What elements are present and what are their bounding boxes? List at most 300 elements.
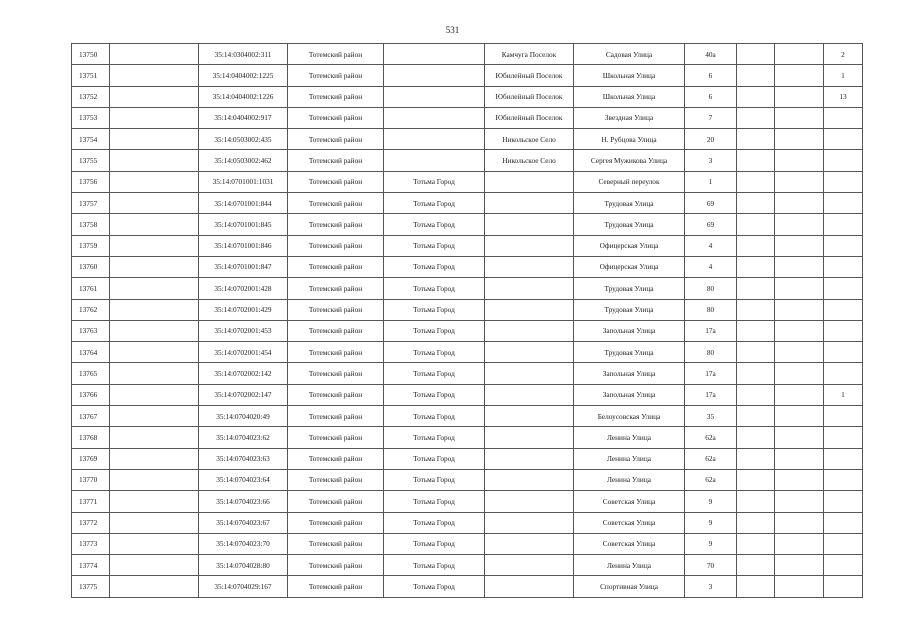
settlement-cell [485, 278, 574, 299]
city-cell: Тотьма Город [384, 235, 485, 256]
street-cell: Советская Улица [574, 512, 685, 533]
apartment-cell [775, 533, 824, 554]
street-cell: Н. Рубцова Улица [574, 129, 685, 150]
settlement-cell [485, 214, 574, 235]
table-row [72, 363, 863, 384]
blank-cell [110, 171, 199, 192]
table-row [72, 235, 863, 256]
cadastral-number-cell: 35:14:0701001:844 [199, 193, 288, 214]
settlement-cell [485, 235, 574, 256]
street-cell: Школьная Улица [574, 86, 685, 107]
house-number-cell: 9 [685, 512, 737, 533]
house-number-cell: 4 [685, 256, 737, 277]
city-cell: Тотьма Город [384, 299, 485, 320]
house-number-cell: 69 [685, 214, 737, 235]
room-count-cell: 1 [824, 65, 863, 86]
house-number-cell: 62а [685, 469, 737, 490]
city-cell: Тотьма Город [384, 384, 485, 405]
blank-cell [110, 299, 199, 320]
street-cell: Трудовая Улица [574, 278, 685, 299]
house-number-cell: 70 [685, 555, 737, 576]
district-cell: Тотемский район [288, 342, 384, 363]
district-cell: Тотемский район [288, 107, 384, 128]
settlement-cell [485, 576, 574, 597]
street-cell: Сергея Мужикова Улица [574, 150, 685, 171]
city-cell: Тотьма Город [384, 214, 485, 235]
street-cell: Школьная Улица [574, 65, 685, 86]
cadastral-number-cell: 35:14:0702001:453 [199, 320, 288, 341]
district-cell: Тотемский район [288, 256, 384, 277]
apartment-cell [775, 65, 824, 86]
apartment-cell [775, 235, 824, 256]
row-number-cell: 13775 [72, 576, 110, 597]
district-cell: Тотемский район [288, 491, 384, 512]
table-row [72, 555, 863, 576]
district-cell: Тотемский район [288, 214, 384, 235]
cadastral-number-cell: 35:14:0704023:67 [199, 512, 288, 533]
district-cell: Тотемский район [288, 129, 384, 150]
city-cell: Тотьма Город [384, 193, 485, 214]
city-cell [384, 86, 485, 107]
district-cell: Тотемский район [288, 427, 384, 448]
house-number-cell: 40а [685, 44, 737, 65]
building-cell [737, 448, 775, 469]
building-cell [737, 214, 775, 235]
page-number: 531 [445, 25, 460, 35]
apartment-cell [775, 193, 824, 214]
row-number-cell: 13756 [72, 171, 110, 192]
room-count-cell [824, 448, 863, 469]
house-number-cell: 80 [685, 342, 737, 363]
cadastral-number-cell: 35:14:0702001:454 [199, 342, 288, 363]
blank-cell [110, 65, 199, 86]
room-count-cell: 13 [824, 86, 863, 107]
city-cell: Тотьма Город [384, 320, 485, 341]
street-cell: Советская Улица [574, 533, 685, 554]
blank-cell [110, 320, 199, 341]
building-cell [737, 555, 775, 576]
city-cell: Тотьма Город [384, 555, 485, 576]
blank-cell [110, 214, 199, 235]
cadastral-number-cell: 35:14:0704028:80 [199, 555, 288, 576]
row-number-cell: 13769 [72, 448, 110, 469]
house-number-cell: 3 [685, 150, 737, 171]
room-count-cell [824, 406, 863, 427]
apartment-cell [775, 342, 824, 363]
table-row [72, 65, 863, 86]
building-cell [737, 235, 775, 256]
table-row [72, 406, 863, 427]
apartment-cell [775, 448, 824, 469]
row-number-cell: 13762 [72, 299, 110, 320]
district-cell: Тотемский район [288, 320, 384, 341]
room-count-cell [824, 320, 863, 341]
blank-cell [110, 86, 199, 107]
settlement-cell [485, 363, 574, 384]
district-cell: Тотемский район [288, 512, 384, 533]
city-cell: Тотьма Город [384, 171, 485, 192]
apartment-cell [775, 107, 824, 128]
street-cell: Советская Улица [574, 491, 685, 512]
cadastral-number-cell: 35:14:0704029:167 [199, 576, 288, 597]
apartment-cell [775, 44, 824, 65]
cadastral-number-cell: 35:14:0702001:429 [199, 299, 288, 320]
street-cell: Звездная Улица [574, 107, 685, 128]
street-cell: Садовая Улица [574, 44, 685, 65]
building-cell [737, 406, 775, 427]
blank-cell [110, 576, 199, 597]
blank-cell [110, 512, 199, 533]
row-number-cell: 13771 [72, 491, 110, 512]
city-cell [384, 44, 485, 65]
district-cell: Тотемский район [288, 44, 384, 65]
table-row [72, 299, 863, 320]
cadastral-number-cell: 35:14:0704023:66 [199, 491, 288, 512]
room-count-cell: 2 [824, 44, 863, 65]
cadastral-number-cell: 35:14:0702002:142 [199, 363, 288, 384]
city-cell [384, 129, 485, 150]
settlement-cell: Юбилейный Поселок [485, 107, 574, 128]
street-cell: Трудовая Улица [574, 193, 685, 214]
city-cell: Тотьма Город [384, 469, 485, 490]
blank-cell [110, 491, 199, 512]
cadastral-number-cell: 35:14:0503002:435 [199, 129, 288, 150]
cadastral-number-cell: 35:14:0404002:1226 [199, 86, 288, 107]
settlement-cell: Юбилейный Поселок [485, 86, 574, 107]
settlement-cell [485, 384, 574, 405]
property-register-table [71, 43, 863, 598]
district-cell: Тотемский район [288, 235, 384, 256]
house-number-cell: 9 [685, 491, 737, 512]
apartment-cell [775, 384, 824, 405]
city-cell [384, 107, 485, 128]
settlement-cell [485, 406, 574, 427]
table-row [72, 44, 863, 65]
street-cell: Запольная Улица [574, 363, 685, 384]
house-number-cell: 69 [685, 193, 737, 214]
apartment-cell [775, 214, 824, 235]
district-cell: Тотемский район [288, 299, 384, 320]
house-number-cell: 6 [685, 86, 737, 107]
blank-cell [110, 533, 199, 554]
blank-cell [110, 129, 199, 150]
building-cell [737, 193, 775, 214]
city-cell: Тотьма Город [384, 342, 485, 363]
table-row [72, 129, 863, 150]
table-row [72, 427, 863, 448]
room-count-cell [824, 363, 863, 384]
apartment-cell [775, 278, 824, 299]
cadastral-number-cell: 35:14:0704023:62 [199, 427, 288, 448]
city-cell: Тотьма Город [384, 427, 485, 448]
building-cell [737, 533, 775, 554]
row-number-cell: 13760 [72, 256, 110, 277]
room-count-cell [824, 278, 863, 299]
city-cell: Тотьма Город [384, 363, 485, 384]
settlement-cell: Юбилейный Поселок [485, 65, 574, 86]
room-count-cell [824, 533, 863, 554]
room-count-cell [824, 107, 863, 128]
room-count-cell [824, 512, 863, 533]
blank-cell [110, 448, 199, 469]
city-cell: Тотьма Город [384, 448, 485, 469]
house-number-cell: 17а [685, 363, 737, 384]
table-row [72, 342, 863, 363]
settlement-cell [485, 491, 574, 512]
district-cell: Тотемский район [288, 406, 384, 427]
row-number-cell: 13758 [72, 214, 110, 235]
settlement-cell [485, 555, 574, 576]
room-count-cell [824, 256, 863, 277]
city-cell: Тотьма Город [384, 256, 485, 277]
cadastral-number-cell: 35:14:0701001:1031 [199, 171, 288, 192]
row-number-cell: 13759 [72, 235, 110, 256]
building-cell [737, 44, 775, 65]
room-count-cell [824, 491, 863, 512]
street-cell: Запольная Улица [574, 320, 685, 341]
apartment-cell [775, 576, 824, 597]
house-number-cell: 62а [685, 427, 737, 448]
blank-cell [110, 406, 199, 427]
house-number-cell: 20 [685, 129, 737, 150]
apartment-cell [775, 555, 824, 576]
district-cell: Тотемский район [288, 65, 384, 86]
table-row [72, 171, 863, 192]
building-cell [737, 86, 775, 107]
district-cell: Тотемский район [288, 86, 384, 107]
row-number-cell: 13757 [72, 193, 110, 214]
cadastral-number-cell: 35:14:0503002:462 [199, 150, 288, 171]
row-number-cell: 13751 [72, 65, 110, 86]
building-cell [737, 363, 775, 384]
district-cell: Тотемский район [288, 555, 384, 576]
street-cell: Запольная Улица [574, 384, 685, 405]
row-number-cell: 13774 [72, 555, 110, 576]
apartment-cell [775, 171, 824, 192]
cadastral-number-cell: 35:14:0704023:64 [199, 469, 288, 490]
room-count-cell [824, 150, 863, 171]
cadastral-number-cell: 35:14:0704020:49 [199, 406, 288, 427]
building-cell [737, 427, 775, 448]
district-cell: Тотемский район [288, 278, 384, 299]
table-row [72, 384, 863, 405]
street-cell: Ленина Улица [574, 448, 685, 469]
settlement-cell [485, 342, 574, 363]
house-number-cell: 1 [685, 171, 737, 192]
apartment-cell [775, 469, 824, 490]
blank-cell [110, 342, 199, 363]
city-cell: Тотьма Город [384, 491, 485, 512]
room-count-cell [824, 129, 863, 150]
street-cell: Спортивная Улица [574, 576, 685, 597]
building-cell [737, 320, 775, 341]
building-cell [737, 107, 775, 128]
city-cell [384, 150, 485, 171]
cadastral-number-cell: 35:14:0701001:846 [199, 235, 288, 256]
street-cell: Северный переулок [574, 171, 685, 192]
cadastral-number-cell: 35:14:0702001:428 [199, 278, 288, 299]
apartment-cell [775, 427, 824, 448]
table-row [72, 256, 863, 277]
row-number-cell: 13753 [72, 107, 110, 128]
settlement-cell [485, 171, 574, 192]
row-number-cell: 13772 [72, 512, 110, 533]
apartment-cell [775, 320, 824, 341]
table-row [72, 320, 863, 341]
city-cell: Тотьма Город [384, 576, 485, 597]
city-cell [384, 65, 485, 86]
settlement-cell [485, 512, 574, 533]
district-cell: Тотемский район [288, 384, 384, 405]
row-number-cell: 13761 [72, 278, 110, 299]
row-number-cell: 13763 [72, 320, 110, 341]
district-cell: Тотемский район [288, 576, 384, 597]
house-number-cell: 7 [685, 107, 737, 128]
room-count-cell [824, 235, 863, 256]
settlement-cell [485, 299, 574, 320]
house-number-cell: 80 [685, 278, 737, 299]
blank-cell [110, 44, 199, 65]
table-row [72, 533, 863, 554]
row-number-cell: 13768 [72, 427, 110, 448]
row-number-cell: 13750 [72, 44, 110, 65]
street-cell: Офицерская Улица [574, 256, 685, 277]
house-number-cell: 35 [685, 406, 737, 427]
building-cell [737, 278, 775, 299]
row-number-cell: 13767 [72, 406, 110, 427]
table-row [72, 469, 863, 490]
cadastral-number-cell: 35:14:0704023:63 [199, 448, 288, 469]
street-cell: Трудовая Улица [574, 214, 685, 235]
apartment-cell [775, 256, 824, 277]
row-number-cell: 13770 [72, 469, 110, 490]
room-count-cell [824, 299, 863, 320]
cadastral-number-cell: 35:14:0702002:147 [199, 384, 288, 405]
table-row [72, 214, 863, 235]
apartment-cell [775, 491, 824, 512]
district-cell: Тотемский район [288, 448, 384, 469]
row-number-cell: 13764 [72, 342, 110, 363]
street-cell: Ленина Улица [574, 469, 685, 490]
table-row [72, 150, 863, 171]
blank-cell [110, 256, 199, 277]
street-cell: Ленина Улица [574, 555, 685, 576]
apartment-cell [775, 406, 824, 427]
apartment-cell [775, 86, 824, 107]
city-cell: Тотьма Город [384, 512, 485, 533]
street-cell: Трудовая Улица [574, 342, 685, 363]
room-count-cell [824, 342, 863, 363]
settlement-cell [485, 193, 574, 214]
blank-cell [110, 469, 199, 490]
settlement-cell [485, 320, 574, 341]
street-cell: Ленина Улица [574, 427, 685, 448]
blank-cell [110, 107, 199, 128]
apartment-cell [775, 299, 824, 320]
blank-cell [110, 427, 199, 448]
building-cell [737, 469, 775, 490]
street-cell: Трудовая Улица [574, 299, 685, 320]
building-cell [737, 150, 775, 171]
street-cell: Белоусовская Улица [574, 406, 685, 427]
blank-cell [110, 235, 199, 256]
row-number-cell: 13755 [72, 150, 110, 171]
building-cell [737, 384, 775, 405]
row-number-cell: 13766 [72, 384, 110, 405]
settlement-cell: Никольское Село [485, 150, 574, 171]
table-row [72, 86, 863, 107]
settlement-cell: Никольское Село [485, 129, 574, 150]
street-cell: Офицерская Улица [574, 235, 685, 256]
district-cell: Тотемский район [288, 469, 384, 490]
room-count-cell: 1 [824, 384, 863, 405]
district-cell: Тотемский район [288, 150, 384, 171]
table-row [72, 512, 863, 533]
city-cell: Тотьма Город [384, 278, 485, 299]
settlement-cell [485, 469, 574, 490]
apartment-cell [775, 129, 824, 150]
house-number-cell: 6 [685, 65, 737, 86]
district-cell: Тотемский район [288, 533, 384, 554]
house-number-cell: 4 [685, 235, 737, 256]
house-number-cell: 3 [685, 576, 737, 597]
table-row [72, 193, 863, 214]
building-cell [737, 171, 775, 192]
room-count-cell [824, 469, 863, 490]
building-cell [737, 65, 775, 86]
building-cell [737, 299, 775, 320]
building-cell [737, 342, 775, 363]
apartment-cell [775, 150, 824, 171]
room-count-cell [824, 171, 863, 192]
room-count-cell [824, 576, 863, 597]
cadastral-number-cell: 35:14:0704023:70 [199, 533, 288, 554]
apartment-cell [775, 363, 824, 384]
blank-cell [110, 150, 199, 171]
table-row [72, 278, 863, 299]
row-number-cell: 13752 [72, 86, 110, 107]
row-number-cell: 13773 [72, 533, 110, 554]
building-cell [737, 256, 775, 277]
row-number-cell: 13754 [72, 129, 110, 150]
settlement-cell: Камчуга Поселок [485, 44, 574, 65]
building-cell [737, 512, 775, 533]
blank-cell [110, 278, 199, 299]
cadastral-number-cell: 35:14:0701001:845 [199, 214, 288, 235]
settlement-cell [485, 448, 574, 469]
cadastral-number-cell: 35:14:0304002:311 [199, 44, 288, 65]
blank-cell [110, 363, 199, 384]
room-count-cell [824, 427, 863, 448]
building-cell [737, 491, 775, 512]
apartment-cell [775, 512, 824, 533]
table-row [72, 448, 863, 469]
row-number-cell: 13765 [72, 363, 110, 384]
house-number-cell: 17а [685, 384, 737, 405]
room-count-cell [824, 193, 863, 214]
house-number-cell: 17а [685, 320, 737, 341]
room-count-cell [824, 214, 863, 235]
table-row [72, 107, 863, 128]
table-row [72, 491, 863, 512]
blank-cell [110, 384, 199, 405]
cadastral-number-cell: 35:14:0701001:847 [199, 256, 288, 277]
building-cell [737, 576, 775, 597]
district-cell: Тотемский район [288, 363, 384, 384]
table-row [72, 576, 863, 597]
city-cell: Тотьма Город [384, 533, 485, 554]
city-cell: Тотьма Город [384, 406, 485, 427]
